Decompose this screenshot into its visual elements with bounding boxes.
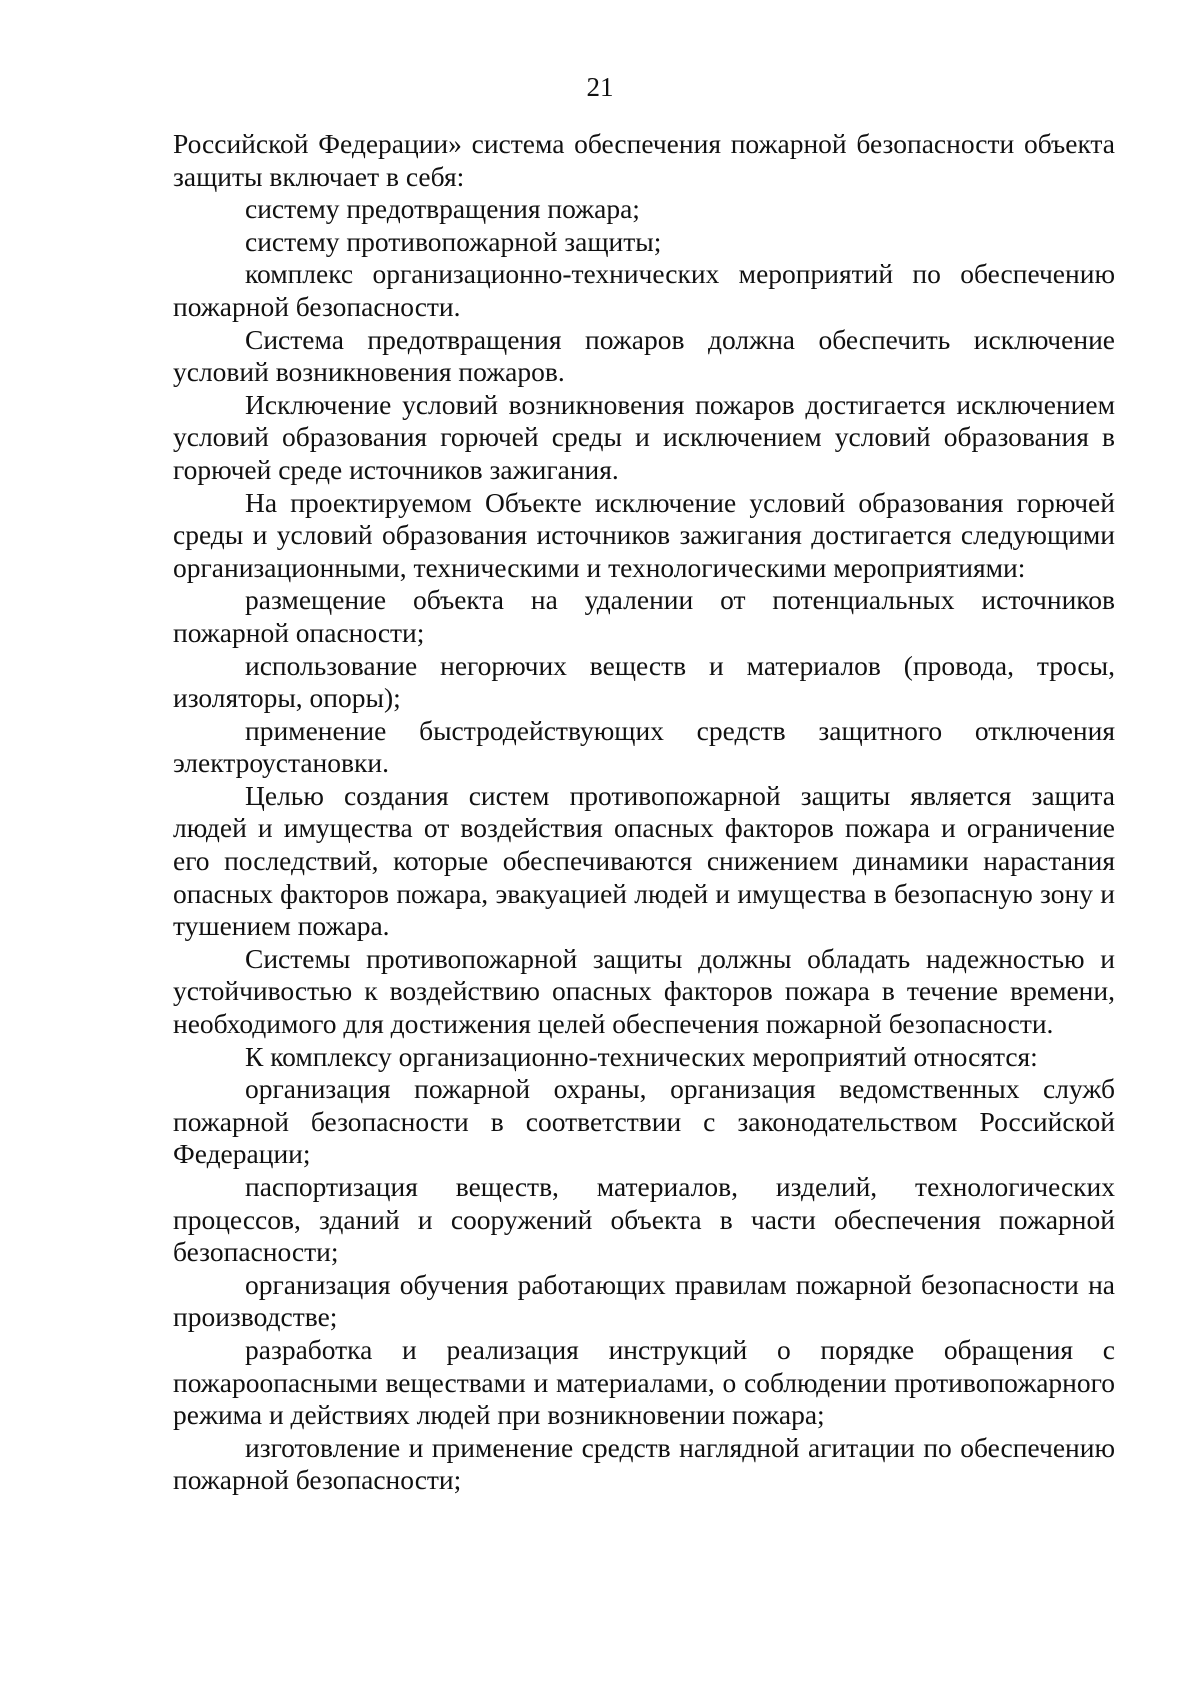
page-number: 21	[586, 72, 614, 102]
paragraph-exclusion-conditions: Исключение условий возникновения пожаров достигается исключением условий образования горючей среды и исключением условий образования в горючей среде источников зажигания.	[173, 388, 1115, 485]
list-item-fire-guard: организация пожарной охраны, организация ведомственных служб пожарной безопасности в соответствии с законодательством Российской Федерации;	[173, 1073, 1115, 1170]
paragraph-project-object: На проектируемом Объекте исключение условий образования горючей среды и условий образования источников зажигания достигается следующими организационными, техническими и технологическими мероприятиями:	[173, 486, 1115, 583]
list-item-nonflammable-materials: использование негорючих веществ и материалов (провода, тросы, изоляторы, опоры);	[173, 649, 1115, 714]
paragraph-intro: Российской Федерации» система обеспечения пожарной безопасности объекта защиты включает в себя:	[173, 128, 1115, 192]
list-item-placement: размещение объекта на удалении от потенциальных источников пожарной опасности;	[173, 584, 1115, 648]
paragraph-protection-goal: Целью создания систем противопожарной защиты является защита людей и имущества от воздействия опасных факторов пожара и ограничение его последствий, которые обеспечиваются снижением динамики нарастания опасных факторов пожара, эвакуацией людей и имущества в безопасную зону и тушением пожара.	[173, 779, 1115, 942]
paragraph-reliability: Системы противопожарной защиты должны обладать надежностью и устойчивостью к воздействию опасных факторов пожара в течение времени, необходимого для достижения целей обеспечения пожарной безопасности.	[173, 942, 1115, 1040]
list-item-training: организация обучения работающих правилам пожарной безопасности на производстве;	[173, 1268, 1115, 1333]
paragraph-measures-complex: К комплексу организационно-технических мероприятий относятся:	[245, 1040, 1038, 1072]
list-item-instructions: разработка и реализация инструкций о порядке обращения с пожароопасными веществами и материалами, о соблюдении противопожарного режима и действиях людей при возникновении пожара;	[173, 1333, 1115, 1431]
document-body	[173, 128, 1115, 1497]
list-item-fire-prevention-system: систему предотвращения пожара;	[245, 193, 640, 225]
list-item-fire-protection-system: систему противопожарной защиты;	[245, 225, 662, 257]
list-item-certification: паспортизация веществ, материалов, изделий, технологических процессов, зданий и сооружений объекта в части обеспечения пожарной безопасности;	[173, 1171, 1115, 1268]
paragraph-prevention-goal: Система предотвращения пожаров должна обеспечить исключение условий возникновения пожаров.	[173, 323, 1115, 388]
list-item-visual-agitation: изготовление и применение средств наглядной агитации по обеспечению пожарной безопасности;	[173, 1431, 1115, 1496]
list-item-org-tech-measures: комплекс организационно-технических мероприятий по обеспечению пожарной безопасности.	[173, 258, 1115, 322]
list-item-protective-shutdown: применение быстродействующих средств защитного отключения электроустановки.	[173, 714, 1115, 779]
